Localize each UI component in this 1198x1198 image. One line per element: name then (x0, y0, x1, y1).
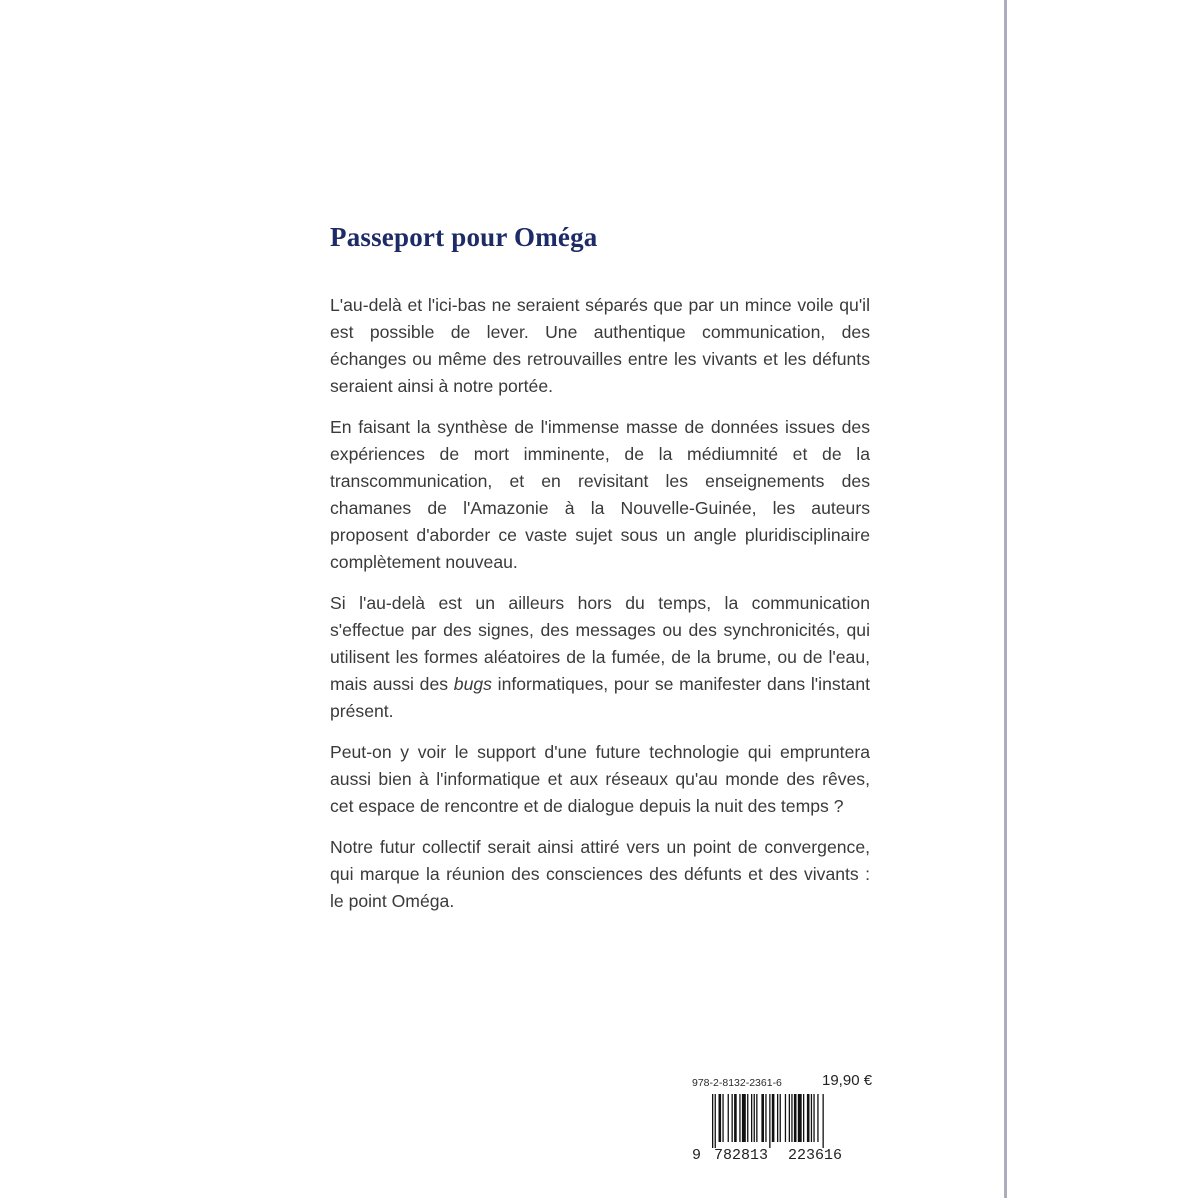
barcode-bar (712, 1094, 713, 1148)
barcode-bar (732, 1094, 733, 1142)
barcode-bar (715, 1094, 716, 1148)
barcode-bar (728, 1094, 729, 1142)
barcode-bar (734, 1094, 737, 1142)
barcode-bar (807, 1094, 810, 1142)
barcode-bar (789, 1094, 790, 1142)
barcode-bar (761, 1094, 764, 1142)
barcode-bar (803, 1094, 804, 1142)
barcode-bar (756, 1094, 757, 1142)
isbn-price-row (692, 1072, 892, 1094)
barcode-bar (811, 1094, 812, 1142)
blurb-paragraph-3-end: informatiques, pour se manifester dans l'instant présent. (330, 674, 870, 721)
barcode-group-2: 223616 (788, 1147, 843, 1164)
blurb-paragraph-5: Notre futur collectif serait ainsi attiré vers un point de convergence, qui marque la réunion des consciences des défunts et des vivants : le point Oméga. (330, 837, 870, 911)
blurb-paragraph-4: Peut-on y voir le support d'une future technologie qui empruntera aussi bien à l'informatique et aux réseaux qu'au monde des rêves, cet espace de rencontre et de dialogue depuis la nuit des temps ? (330, 742, 870, 816)
blurb-paragraph-3 (330, 590, 870, 725)
book-title: Passeport pour Oméga (330, 222, 598, 252)
barcode-bar (813, 1094, 814, 1142)
barcode-group-1: 782813 (714, 1147, 769, 1164)
barcode-bar (739, 1094, 740, 1142)
barcode-bar (765, 1094, 766, 1142)
barcode-bar (798, 1094, 802, 1142)
blurb-paragraph-1: L'au-delà et l'ici-bas ne seraient séparés que par un mince voile qu'il est possible de lever. Une authentique communication, des échanges ou même des retrouvailles entre les vivants et les défunts seraient ainsi à notre portée. (330, 295, 870, 396)
isbn-number: 978-2-8132-2361-6 (692, 1077, 782, 1089)
barcode-bar (780, 1094, 781, 1142)
barcode-bar (754, 1094, 755, 1142)
barcode-bar (817, 1094, 818, 1142)
barcode-bar (791, 1094, 792, 1142)
barcode-bar (769, 1094, 770, 1148)
barcode-bar (722, 1094, 723, 1142)
barcode-digits (692, 1147, 872, 1169)
blurb-paragraph-2: En faisant la synthèse de l'immense masse de données issues des expériences de mort imminente, de la médiumnité et de la transcommunication, et en revisitant les enseignements des chamanes de l'Amazonie à la Nouvelle-Guinée, les auteurs proposent d'aborder ce vaste sujet sous un angle pluridisciplinaire complètement nouveau. (330, 417, 870, 572)
barcode-bar (777, 1094, 778, 1142)
barcode-bar (772, 1094, 775, 1142)
page-margin (1007, 0, 1198, 1198)
barcode-bar (785, 1094, 786, 1142)
barcode-lead-digit: 9 (692, 1147, 702, 1164)
blurb-italic-word: bugs (453, 674, 492, 694)
blurb-paragraph-3-start: Si l'au-delà est un ailleurs hors du temps, la communication s'effectue par des signes, des messages ou des synchronicités, qui utilisent les formes aléatoires de la fumée, de la brume, ou de l'eau, mais aussi des (330, 593, 870, 694)
price-label: 19,90 € (822, 1072, 873, 1089)
barcode-bar (747, 1094, 748, 1142)
barcode-bar (719, 1094, 722, 1142)
barcode-bar (823, 1094, 824, 1148)
barcode-icon (712, 1094, 868, 1148)
blurb (330, 292, 870, 929)
barcode-bar (794, 1094, 797, 1142)
barcode-bar (742, 1094, 746, 1142)
barcode-bar (751, 1094, 752, 1142)
